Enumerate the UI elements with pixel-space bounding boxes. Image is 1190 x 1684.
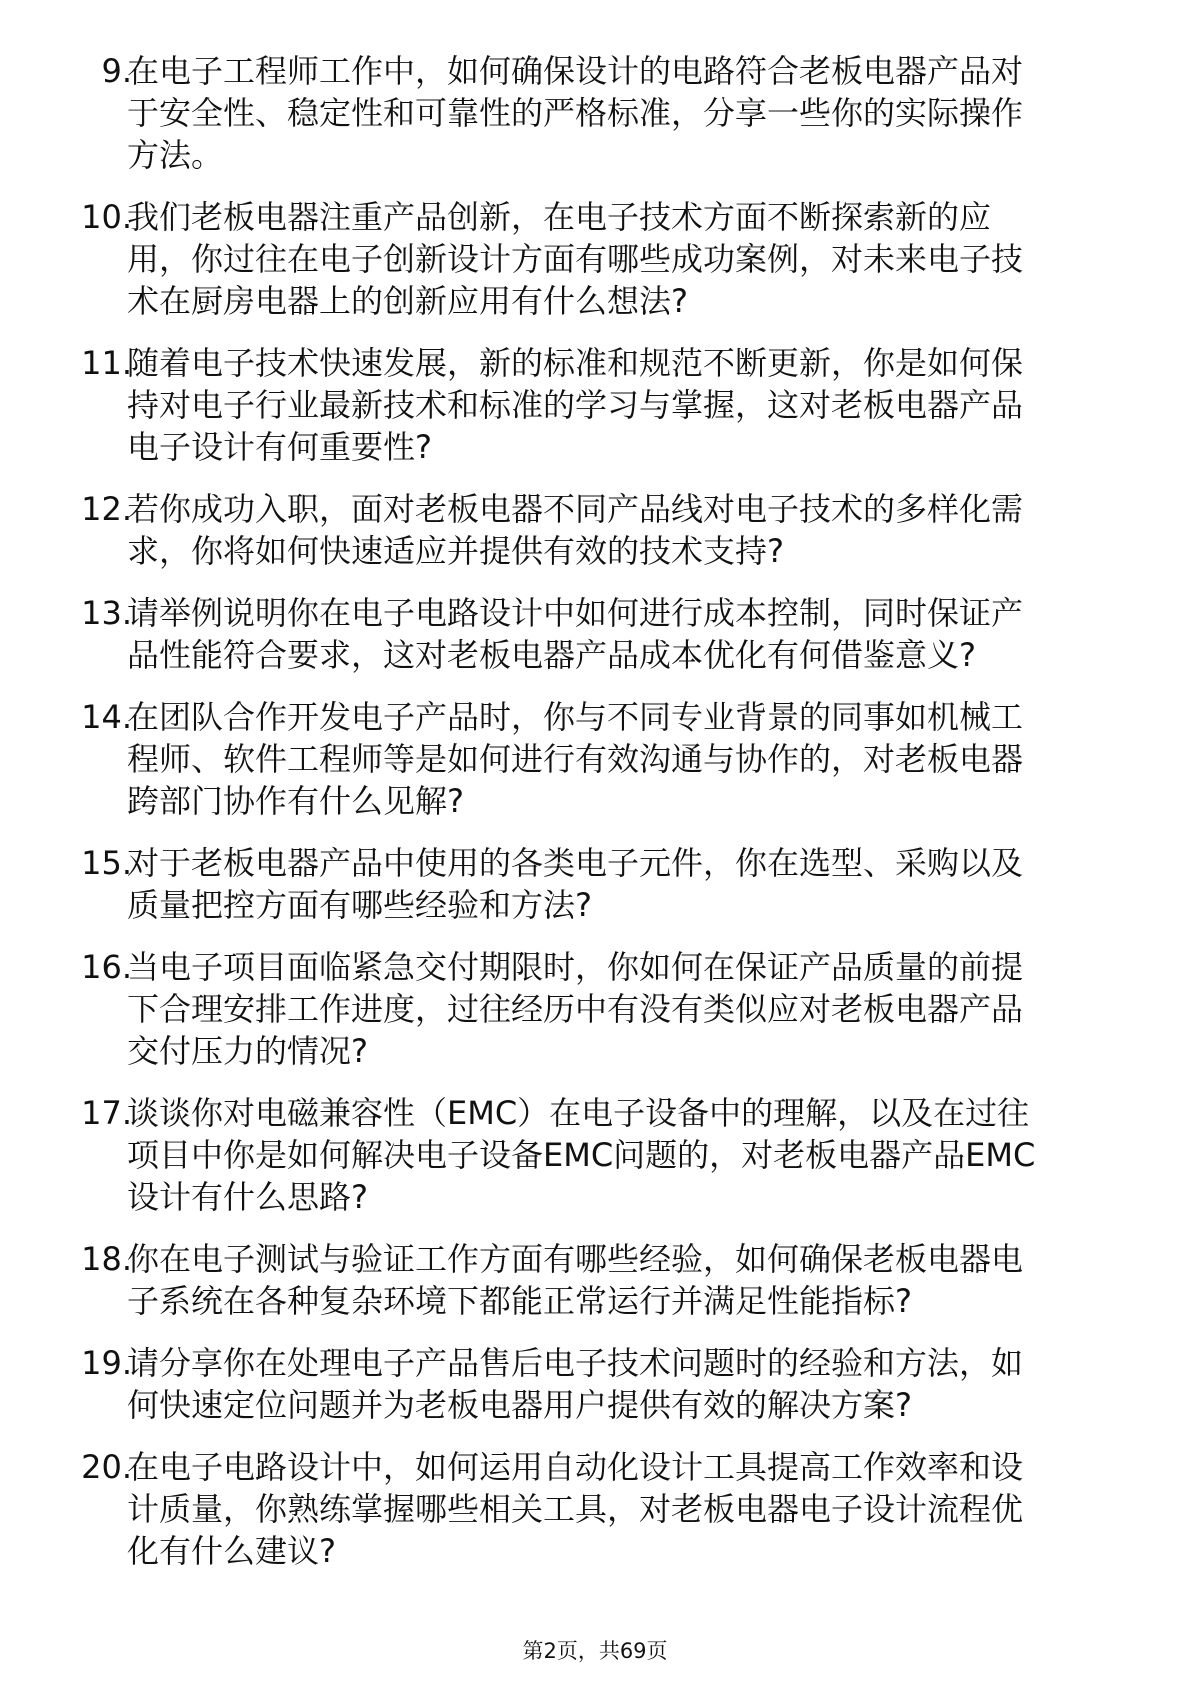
- question-text: [127, 1092, 1127, 1218]
- question-line: 请分享你在处理电子产品售后电子技术问题时的经验和方法，如: [127, 1344, 1024, 1382]
- question-line: 在电子工程师工作中，如何确保设计的电路符合老板电器产品对: [127, 52, 1024, 90]
- question-line: 对于老板电器产品中使用的各类电子元件，你在选型、采购以及: [127, 844, 1024, 882]
- question-text: [127, 342, 1127, 468]
- question-number: 17.: [81, 1094, 132, 1132]
- question-line: 电子设计有何重要性?: [127, 428, 432, 466]
- question-number: 12.: [81, 490, 132, 528]
- question-line: 若你成功入职，面对老板电器不同产品线对电子技术的多样化需: [127, 490, 1024, 528]
- question-text: [127, 946, 1127, 1072]
- question-line: 品性能符合要求，这对老板电器产品成本优化有何借鉴意义?: [127, 636, 976, 674]
- question-number: 13.: [81, 594, 132, 632]
- question-line: 当电子项目面临紧急交付期限时，你如何在保证产品质量的前提: [127, 948, 1024, 986]
- question-line: 方法。: [127, 136, 224, 174]
- question-number: 14.: [81, 698, 132, 736]
- question-line: 在电子电路设计中，如何运用自动化设计工具提高工作效率和设: [127, 1448, 1024, 1486]
- question-line: 术在厨房电器上的创新应用有什么想法?: [127, 282, 688, 320]
- question-line: 化有什么建议?: [127, 1532, 336, 1570]
- question-line: 子系统在各种复杂环境下都能正常运行并满足性能指标?: [127, 1282, 912, 1320]
- question-line: 请举例说明你在电子电路设计中如何进行成本控制，同时保证产: [127, 594, 1024, 632]
- question-line: 质量把控方面有哪些经验和方法?: [127, 886, 592, 924]
- question-line: 你在电子测试与验证工作方面有哪些经验，如何确保老板电器电: [127, 1240, 1024, 1278]
- question-number: 19.: [81, 1344, 132, 1382]
- question-line: 计质量，你熟练掌握哪些相关工具，对老板电器电子设计流程优: [127, 1490, 1024, 1528]
- question-line: 何快速定位问题并为老板电器用户提供有效的解决方案?: [127, 1386, 912, 1424]
- question-line: 用，你过往在电子创新设计方面有哪些成功案例，对未来电子技: [127, 240, 1024, 278]
- question-number: 10.: [81, 198, 132, 236]
- question-line: 求，你将如何快速适应并提供有效的技术支持?: [127, 532, 784, 570]
- question-line: 随着电子技术快速发展，新的标准和规范不断更新，你是如何保: [127, 344, 1024, 382]
- question-number: 18.: [81, 1240, 132, 1278]
- question-line: 跨部门协作有什么见解?: [127, 782, 464, 820]
- question-text: [127, 1446, 1127, 1572]
- question-line: 在团队合作开发电子产品时，你与不同专业背景的同事如机械工: [127, 698, 1024, 736]
- question-line: 谈谈你对电磁兼容性（EMC）在电子设备中的理解，以及在过往: [127, 1094, 1030, 1132]
- question-text: [127, 592, 1127, 676]
- page-footer: 第2页，共69页: [522, 1639, 668, 1663]
- question-text: [127, 488, 1127, 572]
- question-line: 交付压力的情况?: [127, 1032, 368, 1070]
- question-number: 11.: [81, 344, 132, 382]
- question-text: [127, 842, 1127, 926]
- question-text: [127, 50, 1127, 176]
- question-number: 16.: [81, 948, 132, 986]
- question-number: 20.: [81, 1448, 132, 1486]
- question-line: 我们老板电器注重产品创新，在电子技术方面不断探索新的应: [127, 198, 992, 236]
- question-line: 持对电子行业最新技术和标准的学习与掌握，这对老板电器产品: [127, 386, 1024, 424]
- question-number: 9.: [101, 52, 132, 90]
- question-text: [127, 696, 1127, 822]
- question-line: 程师、软件工程师等是如何进行有效沟通与协作的，对老板电器: [127, 740, 1024, 778]
- question-number: 15.: [81, 844, 132, 882]
- question-text: [127, 1342, 1127, 1426]
- question-line: 设计有什么思路?: [127, 1178, 368, 1216]
- question-line: 下合理安排工作进度，过往经历中有没有类似应对老板电器产品: [127, 990, 1024, 1028]
- question-text: [127, 196, 1127, 322]
- question-line: 项目中你是如何解决电子设备EMC问题的，对老板电器产品EMC: [127, 1136, 1036, 1174]
- question-line: 于安全性、稳定性和可靠性的严格标准，分享一些你的实际操作: [127, 94, 1024, 132]
- question-text: [127, 1238, 1127, 1322]
